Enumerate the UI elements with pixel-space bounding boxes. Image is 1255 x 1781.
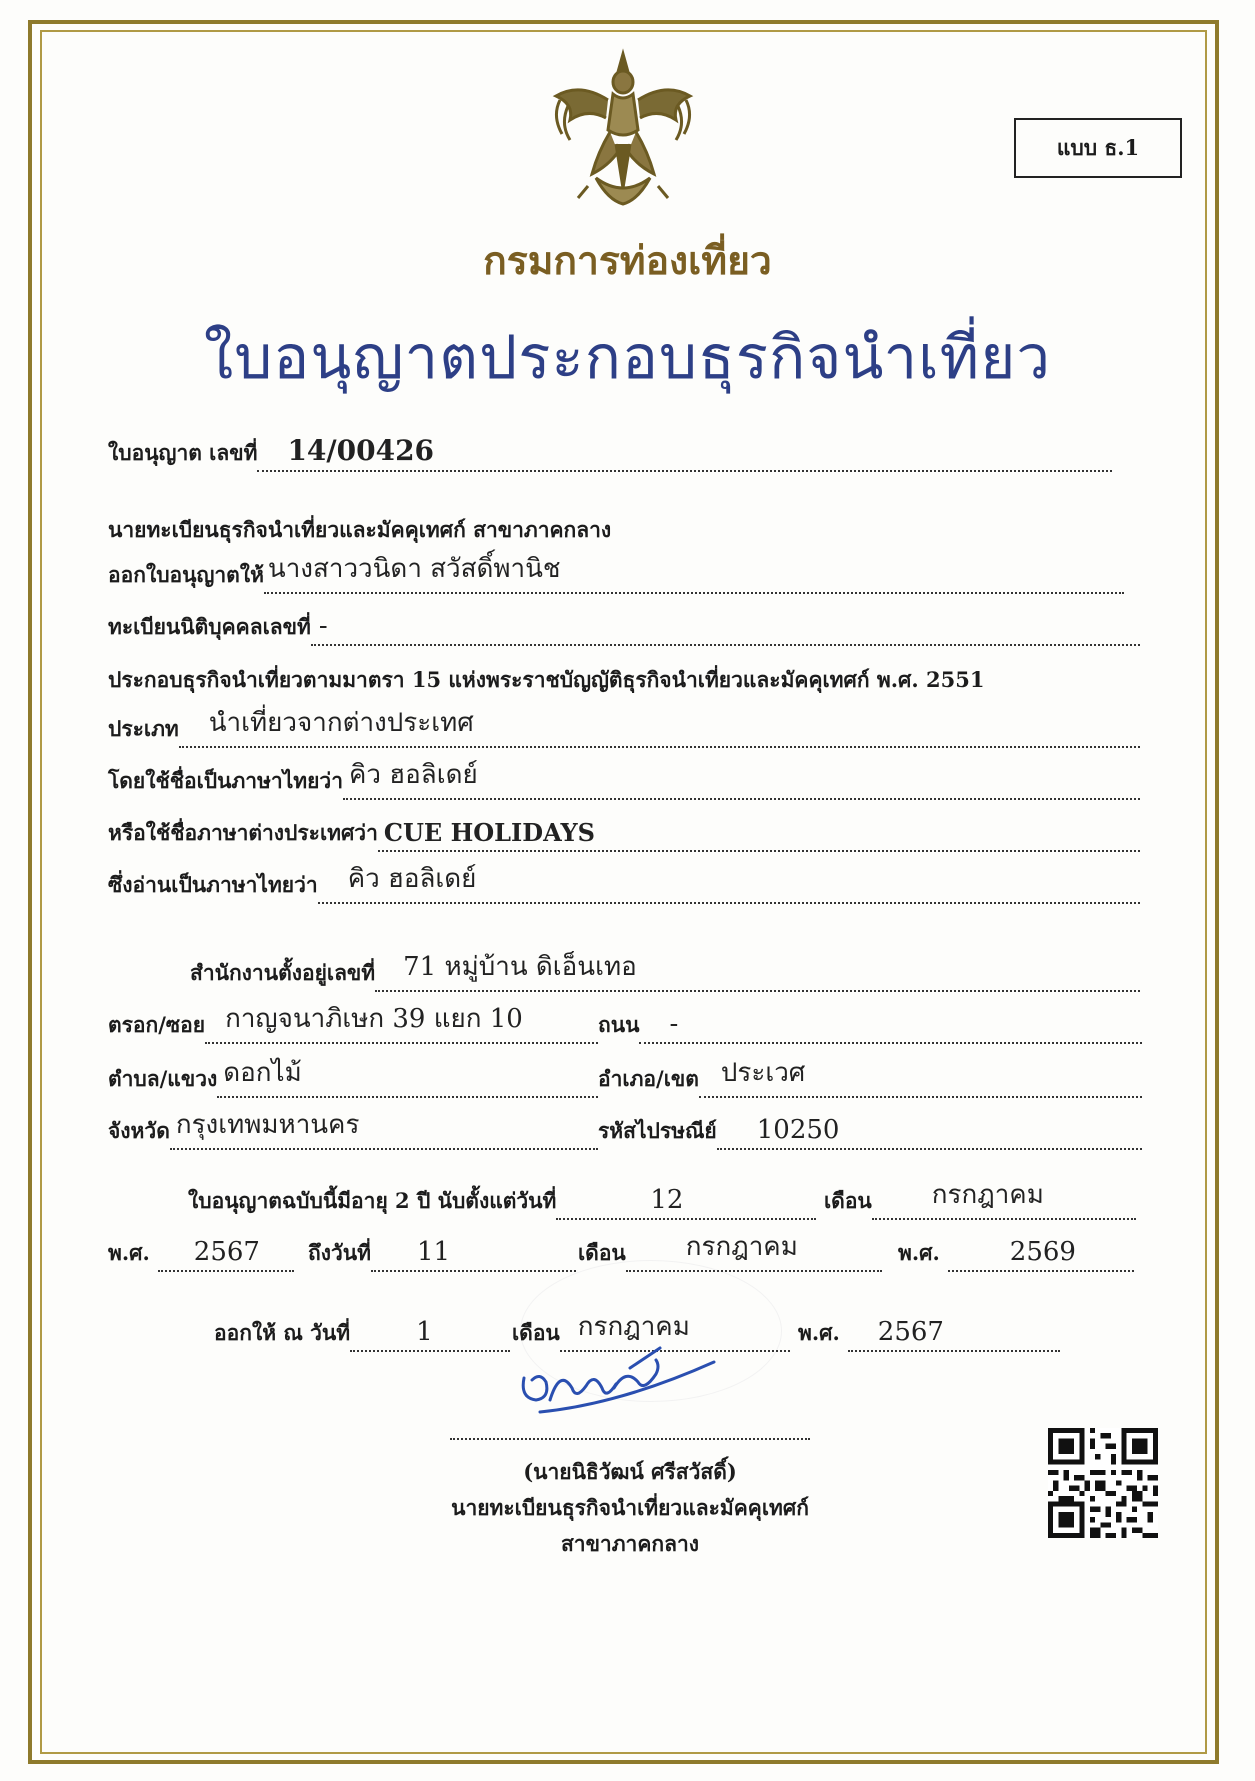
signatory-name: (นายนิธิวัฒน์ ศรีสวัสดิ์) — [523, 1459, 737, 1484]
district-value: ประเวศ — [720, 1058, 806, 1088]
issue-year-value: 2567 — [877, 1317, 944, 1347]
foreign-name-value: CUE HOLIDAYS — [383, 818, 595, 847]
license-number-label: ใบอนุญาต เลขที่ — [108, 440, 258, 465]
issued-to-label: ออกใบอนุญาตให้ — [108, 562, 264, 587]
juristic-field — [311, 611, 1140, 646]
soi-row — [108, 1004, 598, 1044]
validity-start-month-label: เดือน — [824, 1188, 872, 1213]
province-value: กรุงเทพมหานคร — [175, 1110, 360, 1140]
postcode-label: รหัสไปรษณีย์ — [598, 1118, 717, 1143]
type-value: นำเที่ยวจากต่างประเทศ — [208, 708, 474, 738]
license-number-value: 14/00426 — [287, 434, 435, 467]
signatory-position: นายทะเบียนธุรกิจนำเที่ยวและมัคคุเทศก์ — [451, 1495, 809, 1520]
subdistrict-value: ดอกไม้ — [223, 1058, 302, 1088]
license-number-field — [257, 434, 1112, 472]
soi-field — [205, 1004, 598, 1044]
province-field — [170, 1110, 598, 1150]
validity-end-year-field — [948, 1237, 1134, 1272]
department-name: กรมการท่องเที่ยว — [483, 238, 772, 284]
read-as-label: ซึ่งอ่านเป็นภาษาไทยว่า — [108, 872, 318, 897]
thai-name-label: โดยใช้ชื่อเป็นภาษาไทยว่า — [108, 768, 344, 793]
license-number-row — [108, 434, 1112, 472]
form-code-box: แบบ ธ.1 — [1014, 118, 1182, 178]
validity-end-year-value: 2569 — [1009, 1237, 1076, 1267]
validity-intro-label: ใบอนุญาตฉบับนี้มีอายุ 2 ปี นับตั้งแต่วันที่ — [188, 1188, 557, 1213]
foreign-name-row — [108, 820, 1140, 852]
postcode-row — [598, 1115, 1142, 1150]
qr-code-icon — [1048, 1428, 1158, 1538]
issue-day-row — [214, 1317, 510, 1352]
validity-start-month-value: กรกฎาคม — [931, 1180, 1044, 1210]
registrar-line: นายทะเบียนธุรกิจนำเที่ยวและมัคคุเทศก์ สาขาภาคกลาง — [108, 517, 612, 542]
juristic-value: - — [318, 611, 328, 641]
road-row — [598, 1009, 1142, 1044]
issued-to-value: นางสาววนิดา สวัสดิ์พานิช — [267, 554, 561, 584]
district-row — [598, 1058, 1142, 1098]
road-value: - — [669, 1009, 679, 1039]
subdistrict-row — [108, 1058, 598, 1098]
issue-given-label: ออกให้ ณ วันที่ — [214, 1320, 351, 1345]
thai-name-row — [108, 760, 1140, 800]
issue-year-field — [848, 1317, 1060, 1352]
validity-end-month-value: กรกฎาคม — [685, 1232, 798, 1262]
subdistrict-field — [217, 1058, 598, 1098]
signatory-branch: สาขาภาคกลาง — [560, 1531, 700, 1556]
validity-end-year-row — [898, 1237, 1134, 1272]
read-as-value: คิว ฮอลิเดย์ — [347, 864, 477, 894]
road-label: ถนน — [598, 1012, 640, 1037]
validity-start-year-row — [108, 1237, 294, 1272]
validity-start-day-row — [188, 1185, 816, 1220]
thai-name-field — [343, 760, 1140, 800]
district-field — [699, 1058, 1142, 1098]
soi-label: ตรอก/ซอย — [108, 1012, 206, 1037]
validity-end-day-value: 11 — [416, 1237, 451, 1267]
issued-to-row — [108, 554, 1124, 594]
district-label: อำเภอ/เขต — [598, 1066, 699, 1091]
office-label: สำนักงานตั้งอยู่เลขที่ — [190, 960, 376, 985]
foreign-name-field — [378, 818, 1140, 852]
act-line: ประกอบธุรกิจนำเที่ยวตามมาตรา 15 แห่งพระราชบัญญัติธุรกิจนำเที่ยวและมัคคุเทศก์ พ.ศ. 2551 — [108, 667, 985, 692]
subdistrict-label: ตำบล/แขวง — [108, 1066, 218, 1091]
issue-month-label: เดือน — [512, 1320, 560, 1345]
office-row — [190, 952, 1140, 992]
validity-end-year-label: พ.ศ. — [898, 1240, 940, 1265]
type-field — [179, 708, 1140, 748]
type-label: ประเภท — [108, 716, 179, 741]
road-field — [639, 1009, 1142, 1044]
juristic-row — [108, 611, 1140, 646]
document-title: ใบอนุญาตประกอบธุรกิจนำเที่ยว — [203, 323, 1052, 393]
validity-start-year-label: พ.ศ. — [108, 1240, 150, 1265]
juristic-label: ทะเบียนนิติบุคคลเลขที่ — [108, 614, 311, 639]
issued-to-field — [264, 554, 1124, 594]
thai-name-value: คิว ฮอลิเดย์ — [349, 760, 478, 790]
signature-line — [450, 1438, 810, 1440]
issue-month-value: กรกฎาคม — [577, 1312, 690, 1342]
validity-end-month-label: เดือน — [578, 1240, 626, 1265]
read-as-field — [318, 864, 1140, 904]
validity-start-month-row — [824, 1180, 1136, 1220]
province-row — [108, 1110, 598, 1150]
validity-end-day-field — [371, 1237, 576, 1272]
soi-value: กาญจนาภิเษก 39 แยก 10 — [225, 1004, 523, 1034]
postcode-field — [717, 1115, 1142, 1150]
issue-day-field — [350, 1317, 510, 1352]
validity-start-year-value: 2567 — [193, 1237, 260, 1267]
garuda-emblem-icon — [548, 48, 698, 208]
postcode-value: 10250 — [756, 1115, 840, 1145]
handwritten-signature — [510, 1338, 720, 1418]
province-label: จังหวัด — [108, 1118, 170, 1143]
type-row — [108, 708, 1140, 748]
issue-year-row — [798, 1317, 1060, 1352]
validity-start-year-field — [158, 1237, 294, 1272]
foreign-name-label: หรือใช้ชื่อภาษาต่างประเทศว่า — [108, 820, 378, 845]
office-field — [375, 952, 1140, 992]
office-value: 71 หมู่บ้าน ดิเอ็นเทอ — [403, 952, 637, 982]
issue-year-label: พ.ศ. — [798, 1320, 840, 1345]
validity-start-month-field — [872, 1180, 1136, 1220]
issue-day-value: 1 — [416, 1317, 433, 1347]
validity-end-day-row — [308, 1237, 576, 1272]
validity-until-label: ถึงวันที่ — [308, 1240, 371, 1265]
validity-start-day-value: 12 — [650, 1185, 684, 1215]
validity-start-day-field — [556, 1185, 816, 1220]
read-as-row — [108, 864, 1140, 904]
